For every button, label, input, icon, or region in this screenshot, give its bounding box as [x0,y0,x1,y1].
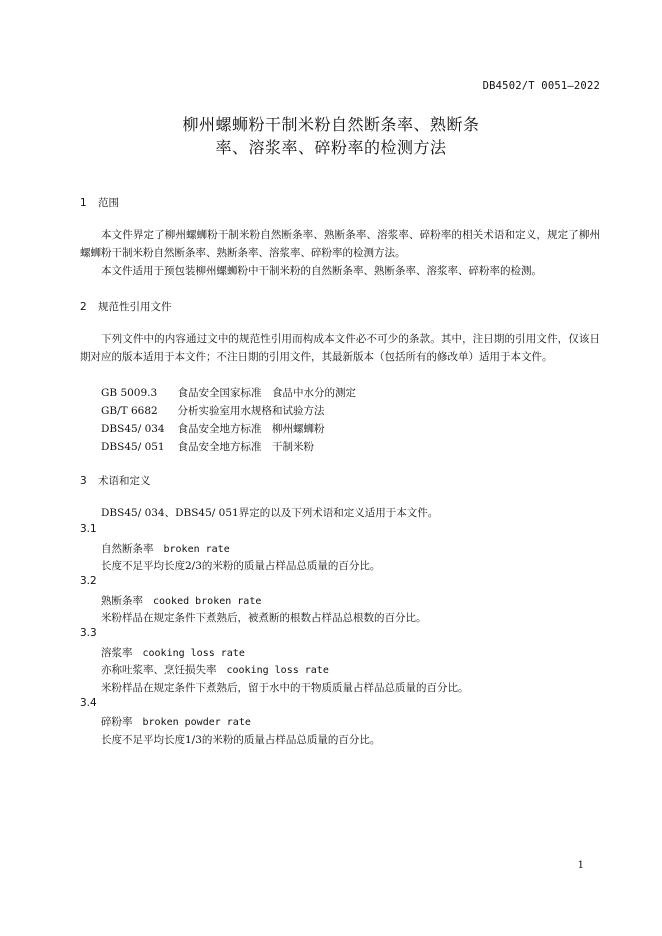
term-definition: 米粉样品在规定条件下煮熟后，被煮断的根数占样品总根数的百分比。 [101,612,427,624]
page-number: 1 [577,860,584,871]
section-heading-normative-references [80,299,172,314]
reference-name: 食品安全地方标准 柳州螺蛳粉 [177,423,325,435]
term-en: broken powder rate [142,717,251,728]
section-title: 术语和定义 [98,475,151,487]
scope-paragraph-1: 本文件界定了柳州螺蛳粉干制米粉自然断条率、熟断条率、溶浆率、碎粉率的相关术语和定义，规定了柳州螺蛳粉干制米粉自然断条率、熟断条率、溶浆率、碎粉率的检测方法。 [80,229,600,259]
terms-intro-paragraph: DBS45/ 034、DBS45/ 051界定的以及下列术语和定义适用于本文件。 [101,507,439,519]
reference-item [101,385,356,400]
reference-name: 分析实验室用水规格和试验方法 [177,405,325,417]
reference-name: 食品安全国家标准 食品中水分的测定 [177,387,356,399]
term-entry [101,645,245,660]
reference-code: DBS45/ 051 [101,441,165,453]
reference-item [101,421,325,436]
document-title-line-2: 率、溶浆率、碎粉率的检测方法 [215,138,447,157]
section-title: 规范性引用文件 [98,301,172,313]
term-en: cooked broken rate [153,596,262,607]
clause-number: 3.4 [80,697,97,709]
term-en: cooking loss rate [142,648,245,659]
term-zh: 熟断条率 [101,595,143,607]
section-number: 1 [80,197,87,209]
reference-item [101,439,314,454]
term-zh: 碎粉率 [101,716,133,728]
clause-number: 3.3 [80,627,97,639]
clause-number: 3.1 [80,523,97,535]
term-definition: 米粉样品在规定条件下煮熟后，留于水中的干物质质量占样品总质量的百分比。 [101,682,469,694]
reference-item [101,403,325,418]
reference-code: GB/T 6682 [101,405,158,417]
document-title-line-1: 柳州螺蛳粉干制米粉自然断条率、熟断条 [182,115,480,134]
term-alt-zh: 亦称吐浆率、烹饪损失率 [101,664,217,676]
reference-code: DBS45/ 034 [101,423,165,435]
term-definition: 长度不足平均长度2/3的米粉的质量占样品总质量的百分比。 [101,560,381,572]
term-definition: 长度不足平均长度1/3的米粉的质量占样品总质量的百分比。 [101,734,381,746]
section-number: 2 [80,301,87,313]
term-entry [101,541,230,556]
term-zh: 溶浆率 [101,647,133,659]
term-entry [101,593,261,608]
scope-paragraph-2: 本文件适用于预包装柳州螺蛳粉中干制米粉的自然断条率、熟断条率、溶浆率、碎粉率的检测。 [101,265,542,277]
reference-code: GB 5009.3 [101,387,158,399]
references-paragraph: 下列文件中的内容通过文中的规范性引用而构成本文件必不可少的条款。其中，注日期的引用文件，仅该日期对应的版本适用于本文件；不注日期的引用文件，其最新版本（包括所有的修改单）适用于本文件。 [80,333,600,363]
section-heading-terms-definitions [80,473,151,488]
section-number: 3 [80,475,87,487]
term-zh: 自然断条率 [101,543,154,555]
document-code: DB4502/T 0051—2022 [482,80,600,92]
clause-number: 3.2 [80,575,97,587]
term-alternate-entry [101,662,329,677]
section-heading-scope [80,195,119,210]
term-entry [101,714,251,729]
term-en: broken rate [163,544,230,555]
reference-name: 食品安全地方标准 干制米粉 [177,441,314,453]
term-alt-en: cooking loss rate [226,665,329,676]
section-title: 范围 [98,197,119,209]
